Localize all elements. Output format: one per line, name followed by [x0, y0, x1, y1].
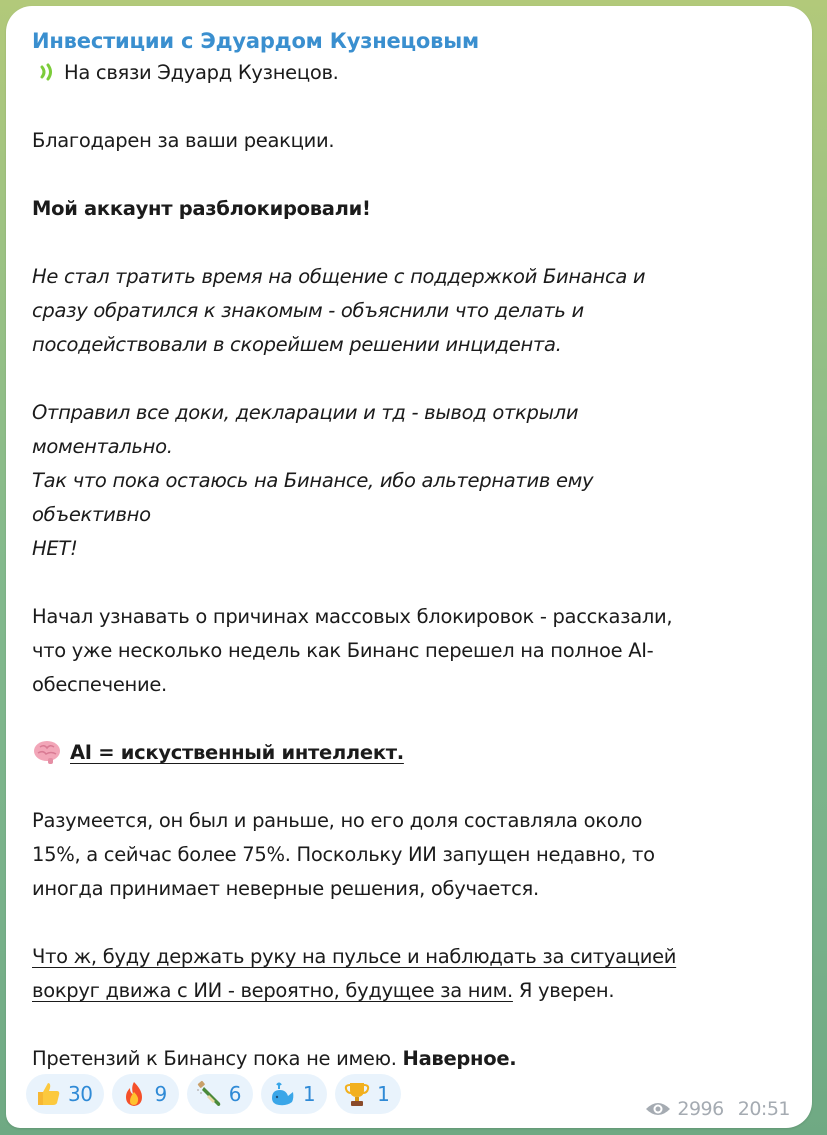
reaction-count: 1 — [377, 1082, 390, 1106]
underlined-line-with-tail — [32, 974, 788, 1008]
message-text — [32, 56, 788, 1076]
channel-name[interactable]: Инвестиции с Эдуардом Кузнецовым — [32, 29, 479, 53]
reaction-count: 9 — [154, 1082, 167, 1106]
headline-text: Мой аккаунт разблокировали! — [32, 197, 371, 220]
whale-icon — [269, 1080, 297, 1108]
italic-line: Отправил все доки, декларации и тд - вывод открыли — [32, 401, 579, 424]
closing-bold-text: Наверное. — [402, 1047, 517, 1070]
ai-heading-text: AI = искуственный интеллект. — [70, 741, 404, 764]
text-line: что уже несколько недель как Бинанс перешел на полное AI- — [32, 639, 654, 662]
message-bubble — [6, 6, 812, 1128]
underlined-text: вокруг движа с ИИ - вероятно, будущее за ним. — [32, 979, 513, 1002]
text-line: Начал узнавать о причинах массовых блокировок - рассказали, — [32, 605, 673, 628]
italic-line: объективно — [32, 503, 151, 526]
text-line: 15%, а сейчас более 75%. Поскольку ИИ запущен недавно, то — [32, 843, 655, 866]
thumbs-up-icon — [34, 1080, 62, 1108]
italic-line: моментально. — [32, 435, 173, 458]
italic-line: сразу обратился к знакомым - объяснили что делать и — [32, 299, 584, 322]
ai-heading-line — [32, 736, 788, 770]
text-line: иногда принимает неверные решения, обучается. — [32, 877, 539, 900]
champagne-icon — [195, 1080, 223, 1108]
thanks-text: Благодарен за ваши реакции. — [32, 129, 335, 152]
closing-line — [32, 1042, 788, 1076]
reaction-count: 30 — [68, 1082, 93, 1106]
italic-line: НЕТ! — [32, 537, 78, 560]
italic-line: Так что пока остаюсь на Бинансе, ибо альтернатив ему — [32, 469, 594, 492]
eye-icon — [645, 1100, 671, 1118]
italic-line: посодействовали в скорейшем решении инцидента. — [32, 333, 562, 356]
green-sound-wave-icon — [38, 62, 56, 82]
fire-icon — [120, 1080, 148, 1108]
reaction-count: 1 — [302, 1082, 316, 1106]
text-line: Разумеется, он был и раньше, но его доля составляла около — [32, 809, 643, 832]
confident-text: Я уверен. — [512, 979, 615, 1002]
closing-text: Претензий к Бинансу пока не имею. — [32, 1047, 403, 1070]
text-line: обеспечение. — [32, 673, 167, 696]
reaction-trophy[interactable] — [335, 1074, 401, 1114]
message-meta — [645, 1098, 790, 1120]
reaction-whale[interactable] — [261, 1074, 327, 1114]
trophy-icon — [343, 1080, 371, 1108]
reaction-count: 6 — [228, 1082, 241, 1106]
brain-icon — [32, 739, 62, 765]
reaction-champagne[interactable] — [187, 1074, 253, 1114]
italic-line: Не стал тратить время на общение с поддержкой Бинанса и — [32, 265, 646, 288]
reaction-fire[interactable] — [112, 1074, 178, 1114]
reactions-bar — [26, 1074, 401, 1114]
reaction-thumbs-up[interactable] — [26, 1074, 104, 1114]
intro-text: На связи Эдуард Кузнецов. — [64, 61, 339, 84]
underlined-line: Что ж, буду держать руку на пульсе и наблюдать за ситуацией — [32, 945, 677, 968]
views-count: 2996 — [677, 1098, 724, 1120]
message-time: 20:51 — [737, 1098, 790, 1120]
intro-line — [32, 56, 788, 90]
